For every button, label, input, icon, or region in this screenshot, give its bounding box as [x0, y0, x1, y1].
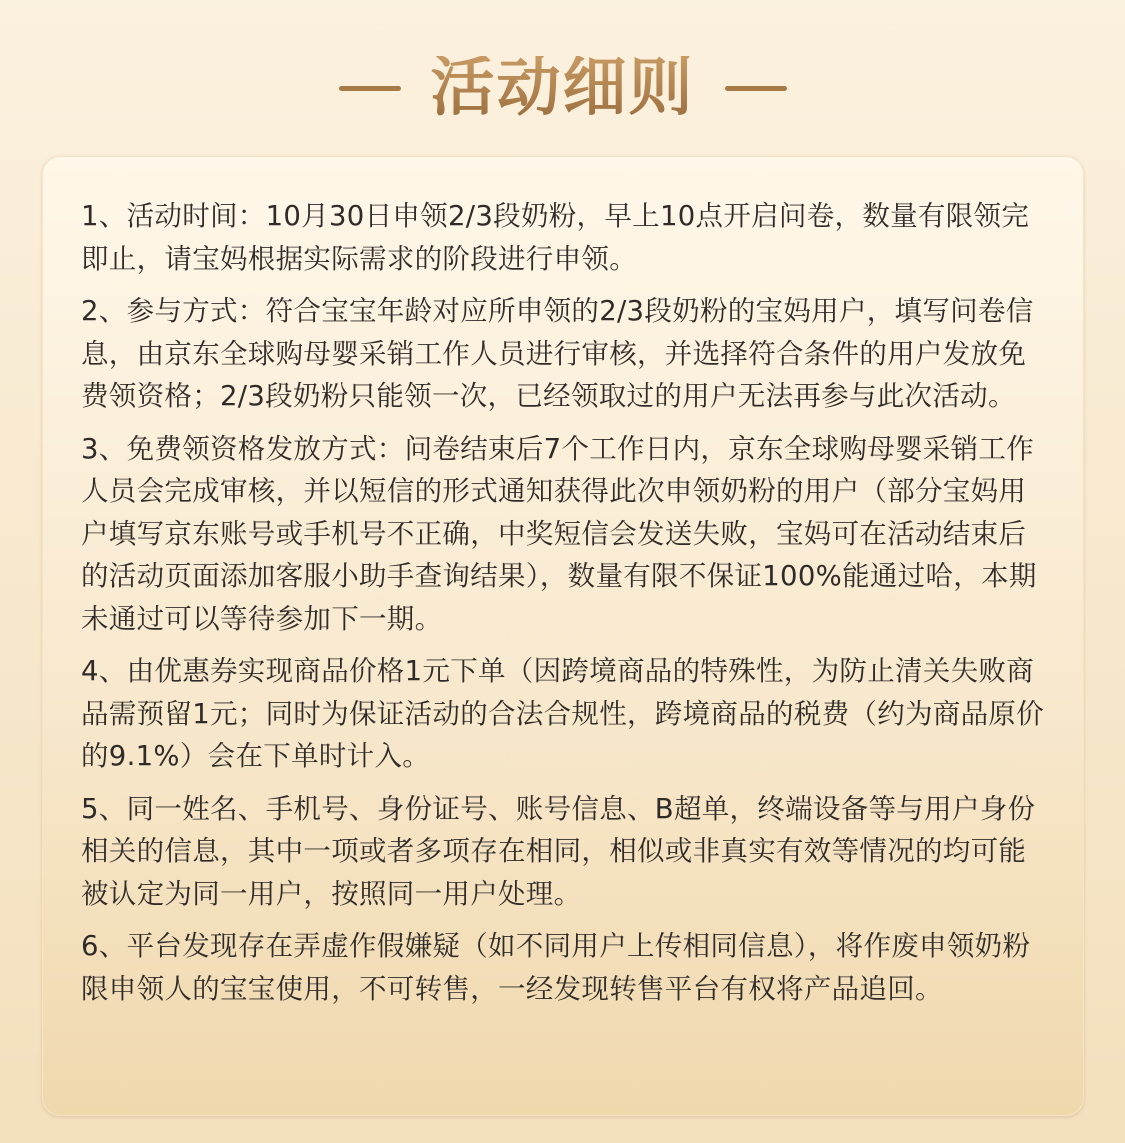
rule-item-4: 4、由优惠券实现商品价格1元下单（因跨境商品的特殊性，为防止清关失败商品需预留1元；同时为保证活动的合法合规性，跨境商品的税费（约为商品原价的9.1%）会在下单时计入。 — [81, 655, 1044, 772]
section-header — [0, 40, 1125, 136]
rule-item-1: 1、活动时间：10月30日申领2/3段奶粉，早上10点开启问卷，数量有限领完即止，请宝妈根据实际需求的阶段进行申领。 — [81, 200, 1030, 275]
rule-item-3: 3、免费领资格发放方式：问卷结束后7个工作日内，京东全球购母婴采销工作人员会完成审核，并以短信的形式通知获得此次申领奶粉的用户（部分宝妈用户填写京东账号或手机号不正确，中奖短信会发送失败，宝妈可在活动结束后的活动页面添加客服小助手查询结果），数量有限不保证100%能通过哈，本期未通过可以等待参加下一期。 — [81, 432, 1037, 635]
rules-card — [42, 156, 1084, 1116]
rule-item-2: 2、参与方式：符合宝宝年龄对应所申领的2/3段奶粉的宝妈用户，填写问卷信息，由京东全球购母婴采销工作人员进行审核，并选择符合条件的用户发放免费领资格；2/3段奶粉只能领一次，已经领取过的用户无法再参与此次活动。 — [81, 295, 1034, 412]
rule-item-6: 6、平台发现存在弄虚作假嫌疑（如不同用户上传相同信息），将作废申领奶粉限申领人的宝宝使用，不可转售，一经发现转售平台有权将产品追回。 — [81, 930, 1031, 1005]
left-decorative-dash — [339, 86, 401, 91]
rule-item-5: 5、同一姓名、手机号、身份证号、账号信息、B超单，终端设备等与用户身份相关的信息，其中一项或者多项存在相同，相似或非真实有效等情况的均可能被认定为同一用户，按照同一用户处理。 — [81, 792, 1036, 910]
page-title: 活动细则 — [430, 51, 695, 125]
right-decorative-dash — [725, 86, 787, 91]
